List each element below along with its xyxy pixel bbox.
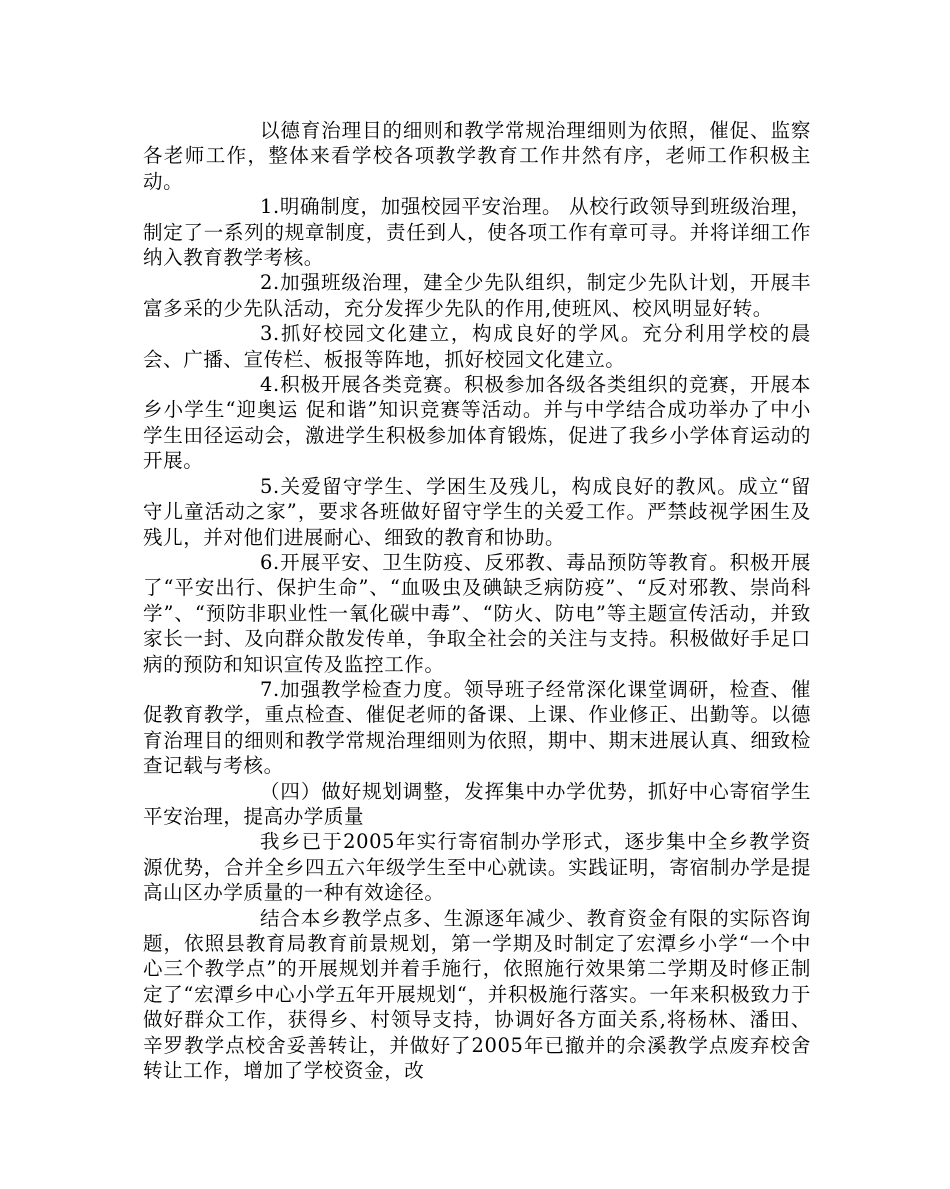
paragraph-planning: 结合本乡教学点多、生源逐年减少、教育资金有限的实际咨询题，依照县教育局教育前景规划，第一学期及时制定了宏潭乡小学“一个中心三个教学点”的开展规划并着手施行，依照施行效果第二学期及时修正制定了“宏潭乡中心小学五年开展规划“，并积极施行落实。一年来积极致力于做好群众工作，获得乡、村领导支持，协调好各方面关系,将杨林、潘田、辛罗教学点校舍妥善转让，并做好了2005年已撤并的佘溪教学点废弃校舍转让工作，增加了学校资金，改 bbox=[143, 906, 811, 1083]
paragraph-item-7: 7.加强教学检查力度。领导班子经常深化课堂调研，检查、催促教育教学，重点检查、催促老师的备课、上课、作业修正、出勤等。以德育治理目的细则和教学常规治理细则为依照，期中、期末进展认真、细致检查记载与考核。 bbox=[143, 677, 811, 778]
paragraph-boarding: 我乡已于2005年实行寄宿制办学形式，逐步集中全乡教学资源优势，合并全乡四五六年级学生至中心就读。实践证明，寄宿制办学是提高山区办学质量的一种有效途径。 bbox=[143, 830, 811, 905]
paragraph-item-3: 3.抓好校园文化建立，构成良好的学风。充分利用学校的晨会、广播、宣传栏、板报等阵地，抓好校园文化建立。 bbox=[143, 322, 811, 371]
paragraph-item-6: 6.开展平安、卫生防疫、反邪教、毒品预防等教育。积极开展了“平安出行、保护生命”、“血吸虫及碘缺乏病防疫”、“反对邪教、崇尚科学”、“预防非职业性一氧化碳中毒”、“防火、防电”等主题宣传活动，并致家长一封、及向群众散发传单，争取全社会的关注与支持。积极做好手足口病的预防和知识宣传及监控工作。 bbox=[143, 550, 811, 676]
document-body bbox=[143, 118, 811, 1083]
paragraph-item-1: 1.明确制度，加强校园平安治理。 从校行政领导到班级治理，制定了一系列的规章制度，责任到人，使各项工作有章可寻。并将详细工作纳入教育教学考核。 bbox=[143, 195, 811, 270]
paragraph-intro: 以德育治理目的细则和教学常规治理细则为依照，催促、监察各老师工作，整体来看学校各项教学教育工作井然有序，老师工作积极主动。 bbox=[143, 119, 811, 193]
section-heading-4: （四）做好规划调整，发挥集中办学优势，抓好中心寄宿学生平安治理，提高办学质量 bbox=[143, 779, 811, 828]
paragraph-item-5: 5.关爱留守学生、学困生及残儿，构成良好的教风。成立“留守儿童活动之家”，要求各班做好留守学生的关爱工作。严禁歧视学困生及残儿，并对他们进展耐心、细致的教育和协助。 bbox=[143, 474, 811, 549]
paragraph-item-4: 4.积极开展各类竞赛。积极参加各级各类组织的竞赛，开展本乡小学生“迎奥运 促和谐”知识竞赛等活动。并与中学结合成功举办了中小学生田径运动会，激进学生积极参加体育锻炼，促进了我乡小学体育运动的开展。 bbox=[143, 373, 811, 473]
paragraph-item-2: 2.加强班级治理，建全少先队组织，制定少先队计划，开展丰富多采的少先队活动，充分发挥少先队的作用,使班风、校风明显好转。 bbox=[143, 271, 811, 320]
